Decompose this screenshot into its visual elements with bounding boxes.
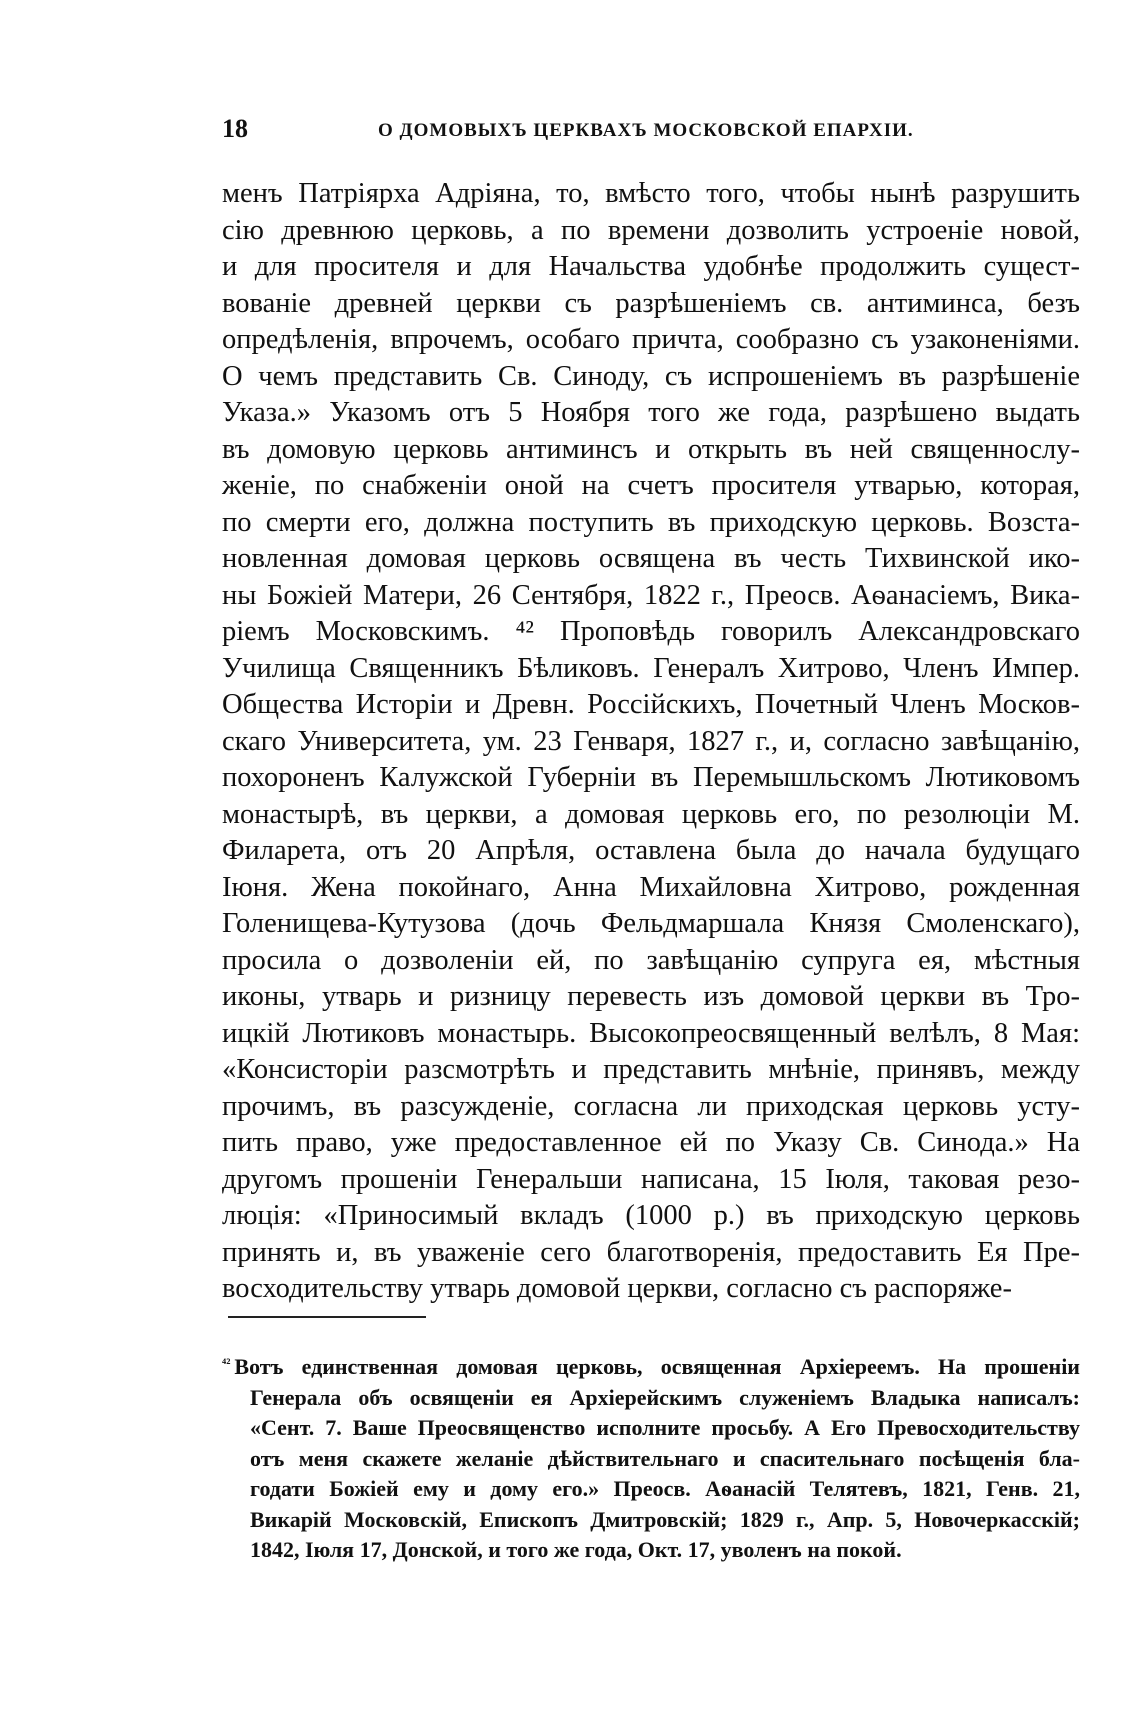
body-line: ны Божіей Матери, 26 Сентября, 1822 г., Преосв. Аѳанасіемъ, Вика-: [222, 579, 1080, 611]
body-line: менъ Патріярха Адріяна, то, вмѣсто того, чтобы нынѣ разрушить: [222, 178, 1080, 209]
body-line: новленная домовая церковь освящена въ честь Тихвинской ико-: [222, 543, 1080, 574]
footnote-line: «Сент. 7. Ваше Преосвященство исполните просьбу. А Его Превосходительству: [250, 1415, 1080, 1440]
body-line: «Консисторіи разсмотрѣть и представить мнѣніе, принявъ, между: [222, 1054, 1080, 1085]
body-line: Іюня. Жена покойнаго, Анна Михайловна Хитрово, рожденная: [222, 871, 1080, 903]
body-line: О чемъ представить Св. Синоду, съ испрошеніемъ въ разрѣшеніе: [222, 360, 1080, 392]
body-line: пить право, уже предоставленное ей по Указу Св. Синода.» На: [222, 1127, 1080, 1158]
body-line: люція: «Приносимый вкладъ (1000 р.) въ приходскую церковь: [222, 1200, 1080, 1231]
body-line: монастырѣ, въ церкви, а домовая церковь его, по резолюціи М.: [222, 798, 1080, 830]
body-line: опредѣленія, впрочемъ, особаго причта, сообразно съ узаконеніями.: [222, 324, 1080, 355]
main-text: [222, 176, 1080, 1308]
body-line: Общества Исторіи и Древн. Россійскихъ, Почетный Членъ Москов-: [222, 689, 1080, 720]
footnote-line: Викарій Московскій, Епископъ Дмитровскій; 1829 г., Апр. 5, Новочеркасскій;: [250, 1506, 1080, 1532]
body-line: ицкій Лютиковъ монастырь. Высокопреосвященный велѣлъ, 8 Мая:: [222, 1017, 1080, 1049]
body-line: просила о дозволеніи ей, по завѣщанію супруга ея, мѣстныя: [222, 944, 1080, 976]
body-line: другомъ прошеніи Генеральши написана, 15 Іюля, таковая резо-: [222, 1163, 1080, 1195]
footnote-marker: ⁴²: [222, 1357, 231, 1372]
body-line: Училища Священникъ Бѣликовъ. Генералъ Хитрово, Членъ Импер.: [222, 652, 1080, 684]
body-line: въ домовую церковь антиминсъ и открыть въ ней священнослу-: [222, 433, 1080, 465]
footnote-line: годати Божіей ему и дому его.» Преосв. Аѳанасій Телятевъ, 1821, Генв. 21,: [250, 1476, 1080, 1501]
body-line: иконы, утварь и ризницу перевесть изъ домовой церкви въ Тро-: [222, 981, 1080, 1012]
body-line: восходительству утварь домовой церкви, согласно съ распоряже-: [222, 1273, 1012, 1304]
body-line: Указа.» Указомъ отъ 5 Ноября того же года, разрѣшено выдать: [222, 397, 1080, 428]
page-header: [222, 112, 928, 152]
body-line: прочимъ, въ разсужденіе, согласна ли приходская церковь усту-: [222, 1090, 1080, 1122]
body-line: и для просителя и для Начальства удобнѣе продолжить сущест-: [222, 251, 1080, 282]
running-title: О ДОМОВЫХЪ ЦЕРКВАХЪ МОСКОВСКОЙ ЕПАРХІИ.: [378, 120, 914, 141]
body-line: принять и, въ уваженіе сего благотворенія, предоставить Ея Пре-: [222, 1236, 1080, 1268]
footnote-text: Вотъ единственная домовая церковь, освященная Архіереемъ. На прошеніи: [234, 1354, 1080, 1379]
body-line: Голенищева-Кутузова (дочь Фельдмаршала Князя Смоленскаго),: [222, 908, 1080, 939]
footnote-line: отъ меня скажете желаніе дѣйствительнаго и спасительнаго посѣщенія бла-: [250, 1445, 1080, 1471]
body-line: Филарета, отъ 20 Апрѣля, оставлена была до начала будущаго: [222, 835, 1080, 866]
body-line: вованіе древней церкви съ разрѣшеніемъ св. антиминса, безъ: [222, 287, 1080, 319]
body-line: похороненъ Калужской Губерніи въ Перемышльскомъ Лютиковомъ: [222, 762, 1080, 793]
footnote: [222, 1352, 1080, 1566]
footnote-line: Генерала объ освященіи ея Архіерейскимъ служеніемъ Владыка написалъ:: [250, 1384, 1080, 1410]
body-line: по смерти его, должна поступить въ приходскую церковь. Возста-: [222, 506, 1080, 538]
body-line: женіе, по снабженіи оной на счетъ просителя утварью, которая,: [222, 470, 1080, 501]
page-number: 18: [222, 114, 248, 143]
body-line: скаго Университета, ум. 23 Генваря, 1827 г., и, согласно завѣщанію,: [222, 725, 1080, 757]
body-line: сію древнюю церковь, а по времени дозволить устроеніе новой,: [222, 214, 1080, 246]
footnote-line: 1842, Іюля 17, Донской, и того же года, Окт. 17, уволенъ на покой.: [250, 1537, 902, 1562]
body-line: ріемъ Московскимъ. ⁴² Проповѣдь говорилъ Александровскаго: [222, 616, 1080, 647]
footnote-divider: [228, 1316, 426, 1318]
footnote-line: [222, 1352, 1080, 1383]
